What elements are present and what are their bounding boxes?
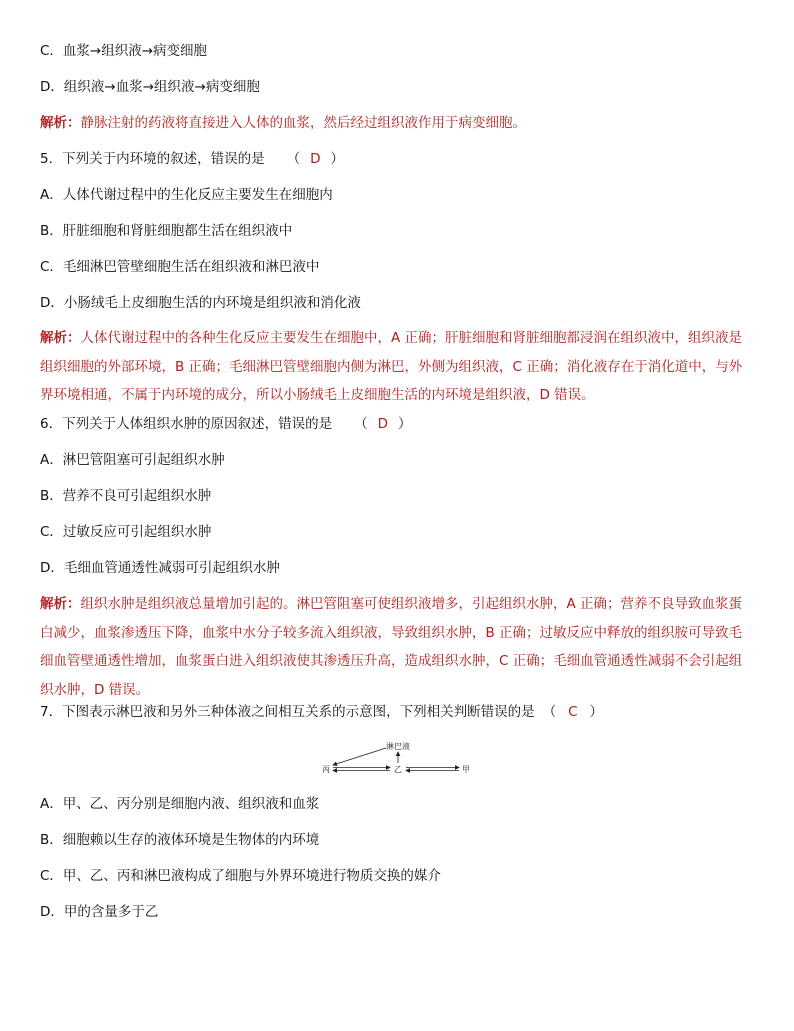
diagram-label-bing: 丙: [322, 765, 330, 774]
q5-option-b: B．肝脏细胞和肾脏细胞都生活在组织液中: [40, 223, 293, 239]
paren-open: （: [286, 151, 301, 167]
q6-analysis: [40, 590, 754, 704]
q6-stem-line: [40, 415, 412, 433]
q7-option-c: C．甲、乙、丙和淋巴液构成了细胞与外界环境进行物质交换的媒介: [40, 868, 441, 884]
q5-stem-line: [40, 150, 344, 168]
q6-stem: 6．下列关于人体组织水肿的原因叙述，错误的是: [40, 416, 333, 432]
analysis-text: 组织水肿是组织液总量增加引起的。淋巴管阻塞可使组织液增多，引起组织水肿，A 正确；营养不良导致血浆蛋白减少，血浆渗透压下降，血浆中水分子较多流入组织液，导致组织水肿，B 正确；过敏反应中释放的组织胺可导致毛细血管壁通透性增加，血浆蛋白进入组织液使其渗透压升高，造成组织水肿，C 正确；毛细血管通透性减弱不会引起组织水肿，D 错误。: [40, 596, 743, 698]
q6-option-c: C．过敏反应可引起组织水肿: [40, 524, 212, 540]
arrow-lymph-to-bing: [333, 748, 386, 765]
paren-close: ）: [330, 151, 344, 167]
paren-open: （: [354, 416, 368, 432]
paren-open: （: [542, 704, 557, 720]
paren-close: ）: [589, 704, 604, 720]
q5-option-d: D．小肠绒毛上皮细胞生活的内环境是组织液和消化液: [40, 295, 361, 311]
q7-stem-line: [40, 703, 603, 721]
q5-option-c: C．毛细淋巴管壁细胞生活在组织液和淋巴液中: [40, 259, 320, 275]
analysis-text: 人体代谢过程中的各种生化反应主要发生在细胞中，A 正确；肝脏细胞和肾脏细胞都浸润在组织液中，组织液是组织细胞的外部环境，B 正确；毛细淋巴管壁细胞内侧为淋巴，外侧为组织液，C 正确；消化液存在于消化道中，与外界环境相通，不属于内环境的成分，所以小肠绒毛上皮细胞生活的内环境是组织液，D 错误。: [40, 330, 743, 403]
analysis-label: 解析：: [40, 330, 81, 346]
q5-answer: D: [310, 151, 321, 167]
q6-option-d: D．毛细血管通透性减弱可引起组织水肿: [40, 560, 280, 576]
q6-option-b: B．营养不良可引起组织水肿: [40, 488, 212, 504]
q7-option-d: D．甲的含量多于乙: [40, 904, 159, 920]
q6-option-a: A．淋巴管阻塞可引起组织水肿: [40, 452, 225, 468]
diagram-label-yi: 乙: [394, 765, 402, 774]
q7-option-b: B．细胞赖以生存的液体环境是生物体的内环境: [40, 832, 320, 848]
body-fluid-diagram: [318, 738, 478, 778]
analysis-label: 解析：: [40, 596, 81, 612]
q4-option-d: D．组织液→血浆→组织液→病变细胞: [40, 79, 260, 95]
q7-stem: 7．下图表示淋巴液和另外三种体液之间相互关系的示意图，下列相关判断错误的是: [40, 704, 535, 720]
q7-answer: C: [568, 704, 578, 720]
diagram-label-jia: 甲: [462, 765, 470, 774]
paren-close: ）: [398, 416, 412, 432]
diagram-label-lymph: 淋巴液: [386, 742, 410, 751]
q6-answer: D: [377, 416, 388, 432]
q4-analysis: [40, 114, 526, 132]
q5-option-a: A．人体代谢过程中的生化反应主要发生在细胞内: [40, 187, 333, 203]
analysis-label: 解析：: [40, 115, 81, 131]
q5-stem: 5．下列关于内环境的叙述，错误的是: [40, 151, 265, 167]
q4-option-c: C．血浆→组织液→病变细胞: [40, 43, 208, 59]
analysis-text: 静脉注射的药液将直接进入人体的血浆，然后经过组织液作用于病变细胞。: [80, 115, 526, 131]
q7-option-a: A．甲、乙、丙分别是细胞内液、组织液和血浆: [40, 796, 320, 812]
q5-analysis: [40, 324, 754, 410]
